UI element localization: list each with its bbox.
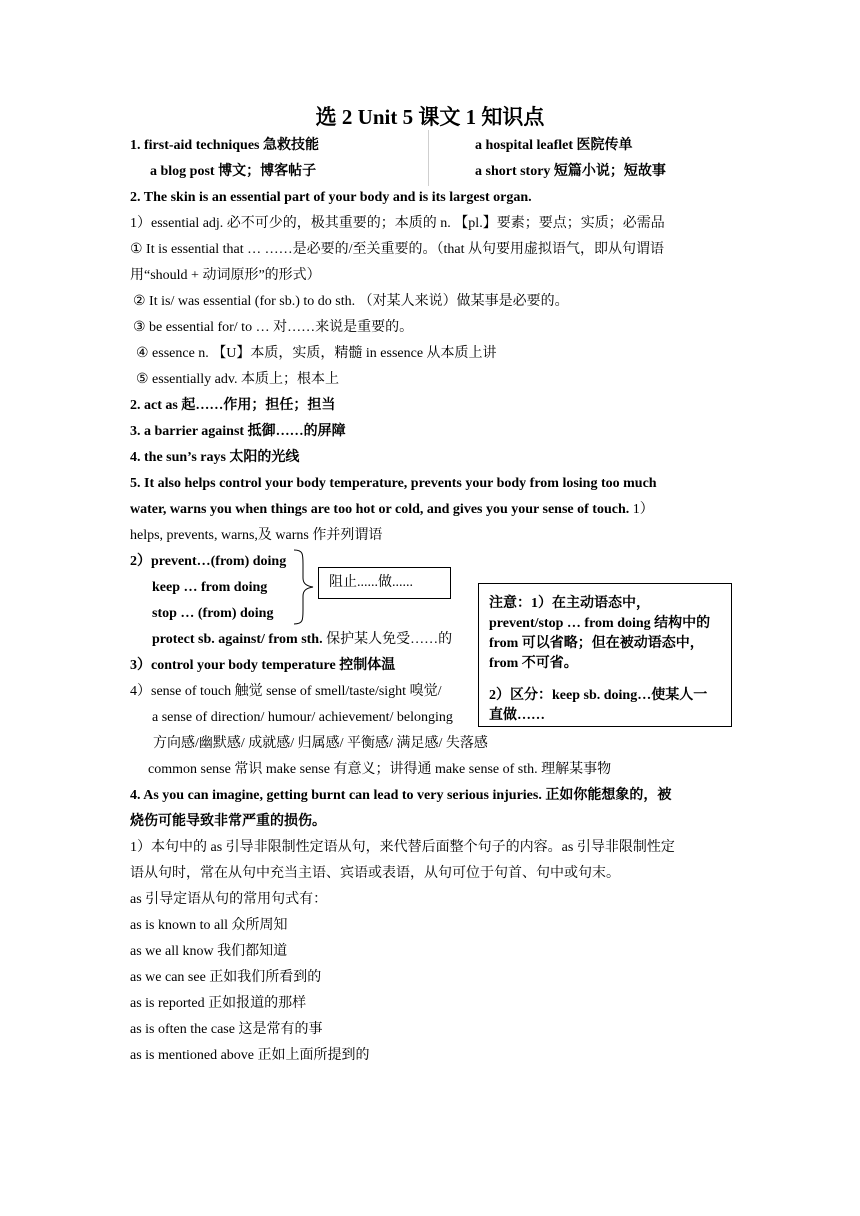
list-item: as we can see 正如我们所看到的 <box>130 970 322 985</box>
right-brace-icon <box>293 548 315 626</box>
phrase-text: protect sb. against/ from sth. <box>152 632 323 647</box>
note-line <box>130 501 654 519</box>
note-line: 方向感/幽默感/ 成就感/ 归属感/ 平衡感/ 满足感/ 失落感 <box>153 736 488 751</box>
note-line: 用“should + 动词原形”的形式） <box>130 268 321 283</box>
note-line: ③ be essential for/ to … 对……来说是重要的。 <box>133 320 414 335</box>
phrase-item: keep … from doing <box>152 580 268 595</box>
phrase-item: 2）prevent…(from) doing <box>130 554 287 569</box>
attention-box <box>478 583 732 727</box>
attention-note: 注意：1）在主动语态中，prevent/stop … from doing 结构中的 from 可以省略；但在被动语态中，from 不可省。 <box>489 596 711 671</box>
sentence-text: water, warns you when things are too hot or cold, and gives you your sense of touch. <box>130 502 630 517</box>
vocab-item: a short story 短篇小说；短故事 <box>475 164 666 179</box>
phrase-item: stop … (from) doing <box>152 606 274 621</box>
phrase-item <box>152 631 452 649</box>
section-heading: 烧伤可能导致非常严重的损伤。 <box>130 814 326 829</box>
list-item: as is mentioned above 正如上面所提到的 <box>130 1048 370 1063</box>
section-heading: 2. The skin is an essential part of your body and is its largest organ. <box>130 190 532 205</box>
list-item: as is often the case 这是常有的事 <box>130 1022 323 1037</box>
list-item: as we all know 我们都知道 <box>130 944 288 959</box>
phrase-item: 3）control your body temperature 控制体温 <box>130 658 396 673</box>
note-line: a sense of direction/ humour/ achievement/ belonging <box>152 710 453 725</box>
list-item: as is reported 正如报道的那样 <box>130 996 307 1011</box>
note-line: ② It is/ was essential (for sb.) to do sth. （对某人来说）做某事是必要的。 <box>133 294 569 309</box>
note-line: common sense 常识 make sense 有意义；讲得通 make sense of sth. 理解某事物 <box>148 762 612 777</box>
section-heading: 4. the sun’s rays 太阳的光线 <box>130 450 300 465</box>
vocab-item: 1. first-aid techniques 急救技能 <box>130 138 319 153</box>
section-heading: 2. act as 起……作用；担任；担当 <box>130 398 336 413</box>
section-heading: 3. a barrier against 抵御……的屏障 <box>130 424 346 439</box>
distinction-note: 2）区分：keep sb. doing…使某人一直做…… <box>489 688 708 723</box>
column-divider <box>428 130 429 186</box>
note-line: ④ essence n. 【U】本质，实质，精髓 in essence 从本质上讲 <box>136 346 497 361</box>
meaning-box: 阻止......做...... <box>318 567 451 599</box>
phrase-meaning: 保护某人免受……的 <box>322 632 453 647</box>
note-line: 1）essential adj. 必不可少的，极其重要的；本质的 n. 【pl.】要素；要点；实质；必需品 <box>130 216 665 231</box>
section-heading: 5. It also helps control your body temperature, prevents your body from losing too much <box>130 476 657 491</box>
page-title: 选 2 Unit 5 课文 1 知识点 <box>315 105 545 129</box>
note-line: as 引导定语从句的常用句式有： <box>130 892 328 907</box>
note-line: 语从句时，常在从句中充当主语、宾语或表语，从句可位于句首、句中或句末。 <box>130 866 620 881</box>
note-line: helps, prevents, warns,及 warns 作并列谓语 <box>130 528 383 543</box>
vocab-item: a hospital leaflet 医院传单 <box>475 138 633 153</box>
note-line: ⑤ essentially adv. 本质上；根本上 <box>136 372 339 387</box>
list-item: as is known to all 众所周知 <box>130 918 288 933</box>
note-line: 1）本句中的 as 引导非限制性定语从句，来代替后面整个句子的内容。as 引导非限制性定 <box>130 840 675 855</box>
note-line: 4）sense of touch 触觉 sense of smell/taste/sight 嗅觉/ <box>130 684 442 699</box>
sub-point-number: 1） <box>629 502 654 517</box>
section-heading: 4. As you can imagine, getting burnt can lead to very serious injuries. 正如你能想象的，被 <box>130 788 672 803</box>
vocab-item: a blog post 博文；博客帖子 <box>150 164 317 179</box>
note-line: ① It is essential that … ……是必要的/至关重要的。（that 从句要用虚拟语气，即从句谓语 <box>130 242 665 257</box>
